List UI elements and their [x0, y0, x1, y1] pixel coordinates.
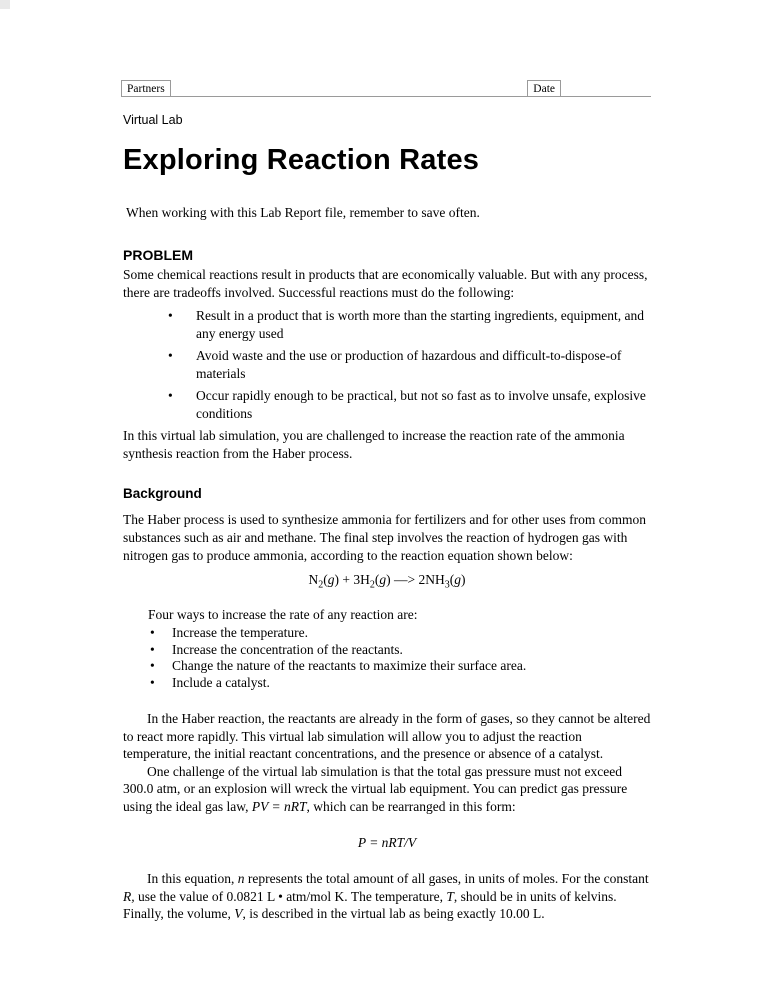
background-intro-paragraph: The Haber process is used to synthesize ammonia for fertilizers and for other uses from common substances such as air and methane. The final step involves the reaction of hydrogen gas with nitrogen gas to produce ammonia, according to the reaction equation shown below: [123, 512, 646, 563]
four-ways-list [123, 625, 651, 691]
list-item: • Increase the concentration of the reactants. [123, 642, 651, 659]
ideal-gas-paragraph: In this equation, n represents the total amount of all gases, in units of moles. For the constant R, use the value of 0.0821 L • atm/mol K. The temperature, T, should be in units of kelvins. Finally, the volume, V, is described in the virtual lab as being exactly 10.00 L. [123, 871, 649, 921]
four-ways-lead: Four ways to increase the rate of any reaction are: [148, 607, 418, 622]
date-field-label: Date [527, 80, 561, 97]
bullet-item: • Result in a product that is worth more than the starting ingredients, equipment, and any energy used [123, 307, 651, 343]
background-heading: Background [123, 486, 202, 501]
rearranged-equation: P = nRT/V [357, 835, 417, 850]
reaction-equation: $N_2(g) + 3H_2(g)$ —> $2NH_3(g)$ [308, 572, 466, 591]
list-item: • Increase the temperature. [123, 625, 651, 642]
problem-heading: PROBLEM [123, 247, 193, 263]
problem-intro-paragraph: Some chemical reactions result in products that are economically valuable. But with any process, there are tradeoffs involved. Successful reactions must do the following: [123, 267, 648, 300]
bullet-item: • Occur rapidly enough to be practical, but not so fast as to involve unsafe, explosive conditions [123, 387, 651, 423]
haber-paragraph: In the Haber reaction, the reactants are already in the form of gases, so they cannot be altered to react more rapidly. This virtual lab simulation will allow you to adjust the reaction temperature, the initial reactant concentrations, and the presence or absence of a catalyst. [123, 711, 651, 761]
page-title: Exploring Reaction Rates [123, 144, 480, 176]
virtual-lab-label: Virtual Lab [123, 113, 183, 127]
bullet-item: • Avoid waste and the use or production of hazardous and difficult-to-dispose-of materials [123, 347, 651, 383]
partners-field-label: Partners [121, 80, 171, 97]
document-body [123, 0, 651, 923]
problem-outro-paragraph: In this virtual lab simulation, you are challenged to increase the reaction rate of the ammonia synthesis reaction from the Haber process. [123, 428, 625, 461]
problem-bullet-list [123, 307, 651, 423]
page-corner-artifact [0, 0, 10, 9]
save-note: When working with this Lab Report file, remember to save often. [126, 205, 480, 220]
pressure-paragraph: One challenge of the virtual lab simulation is that the total gas pressure must not exceed 300.0 atm, or an explosion will wreck the virtual lab equipment. You can predict gas pressure using the ideal gas law, PV = nRT, which can be rearranged in this form: [123, 763, 628, 814]
list-item: • Include a catalyst. [123, 675, 651, 692]
list-item: • Change the nature of the reactants to maximize their surface area. [123, 658, 651, 675]
